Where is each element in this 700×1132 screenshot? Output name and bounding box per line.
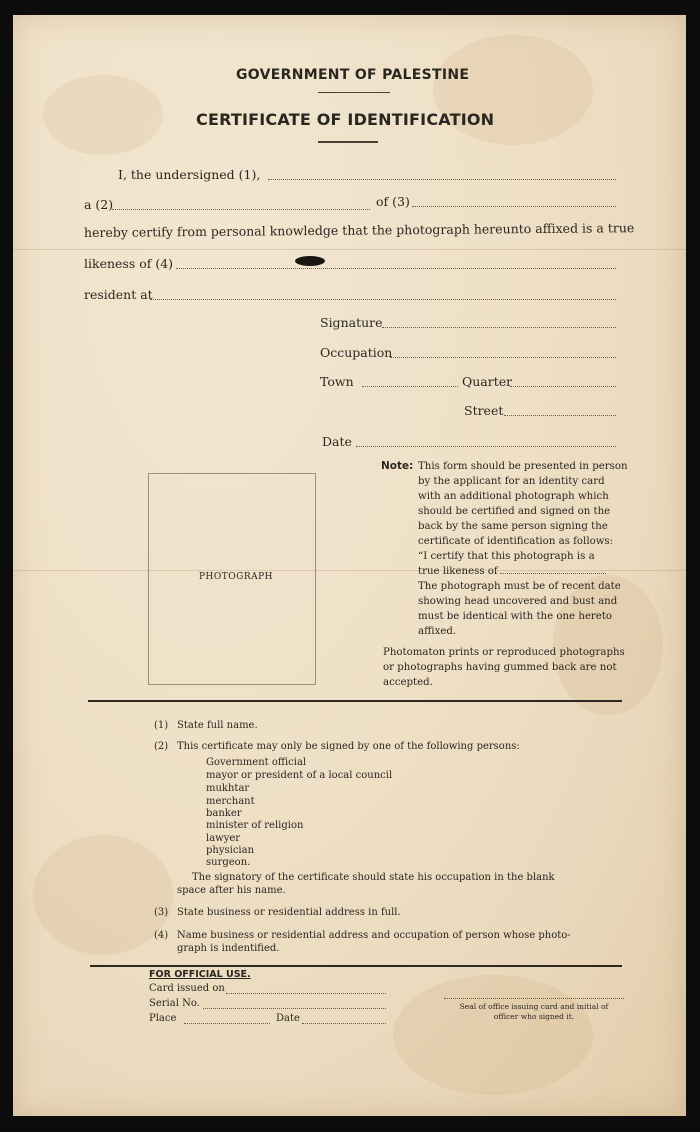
- official-date-field: [302, 1023, 386, 1024]
- seal-caption: Seal of office issuing card and initial of: [459, 1002, 609, 1011]
- footnote-3-number: (3): [154, 907, 169, 918]
- undersigned-label: I, the undersigned (1),: [118, 167, 261, 182]
- footnote-3: State business or residential address in full.: [177, 907, 401, 918]
- persons-list-item: minister of religion: [206, 820, 304, 831]
- a-field: [112, 209, 370, 210]
- seal-field: [444, 998, 624, 999]
- footnote-4: Name business or residential address and occupation of person whose photo-: [177, 930, 571, 941]
- of-field: [412, 206, 616, 207]
- ink-blot: [295, 256, 325, 266]
- stain: [393, 975, 593, 1095]
- note-line: This form should be presented in person: [418, 461, 628, 472]
- certify-text: hereby certify from personal knowledge that the photograph hereunto affixed is a true: [83, 220, 635, 240]
- note-line: The photograph must be of recent date: [418, 581, 621, 592]
- occupation-label: Occupation: [320, 345, 393, 360]
- stain: [43, 75, 163, 155]
- note-line: “I certify that this photograph is a: [418, 551, 595, 562]
- note-likeness-text: true likeness of: [418, 566, 498, 577]
- note-line: by the applicant for an identity card: [418, 476, 605, 487]
- likeness-field: [176, 268, 616, 269]
- persons-list-item: mayor or president of a local council: [206, 770, 393, 781]
- seal-caption: officer who signed it.: [493, 1012, 575, 1021]
- note-text: [418, 459, 628, 639]
- persons-list-item: physician: [206, 845, 255, 856]
- card-issued-field: [226, 993, 386, 994]
- of-label: of (3): [376, 194, 410, 209]
- serial-label: Serial No.: [149, 998, 200, 1009]
- signatory-note: space after his name.: [177, 885, 286, 896]
- card-issued-label: Card issued on: [149, 983, 225, 994]
- quarter-label: Quarter: [462, 374, 513, 389]
- place-label: Place: [149, 1013, 177, 1024]
- certificate-title: CERTIFICATE OF IDENTIFICATION: [196, 110, 495, 129]
- place-field: [184, 1023, 270, 1024]
- footnote-1: State full name.: [177, 720, 258, 731]
- note-line: certificate of identification as follows:: [418, 536, 614, 547]
- street-field: [504, 415, 616, 416]
- fold-line: [13, 249, 686, 250]
- photomaton-note: [383, 645, 625, 690]
- quarter-field: [510, 386, 616, 387]
- persons-list-item: mukhtar: [206, 783, 250, 794]
- street-label: Street: [464, 403, 504, 418]
- likeness-label: likeness of (4): [84, 256, 174, 271]
- note-label: Note:: [381, 460, 414, 472]
- photograph-box: [148, 473, 316, 685]
- persons-list-item: Government official: [206, 757, 307, 768]
- persons-list-item: merchant: [206, 796, 255, 807]
- footnote-4-number: (4): [154, 930, 169, 941]
- note-line: or photographs having gummed back are not: [383, 662, 617, 673]
- title-rule: [318, 141, 378, 143]
- header-rule: [318, 92, 390, 93]
- note-likeness-field: [500, 573, 606, 574]
- note-line: accepted.: [383, 677, 433, 688]
- note-line: affixed.: [418, 626, 457, 637]
- government-heading: GOVERNMENT OF PALESTINE: [236, 67, 470, 83]
- note-line: must be identical with the one hereto: [418, 611, 613, 622]
- town-label: Town: [320, 374, 354, 389]
- official-divider: [90, 965, 622, 967]
- occupation-field: [390, 357, 616, 358]
- date-label: Date: [322, 434, 352, 449]
- note-line: with an additional photograph which: [418, 491, 609, 502]
- resident-label: resident at: [84, 287, 153, 302]
- footnote-4: graph is indentified.: [177, 943, 280, 954]
- note-line: should be certified and signed on the: [418, 506, 611, 517]
- signatory-note: The signatory of the certificate should state his occupation in the blank: [192, 872, 555, 883]
- note-line: back by the same person signing the: [418, 521, 608, 532]
- undersigned-field: [268, 179, 616, 180]
- note-line: Photomaton prints or reproduced photographs: [383, 647, 625, 658]
- signature-label: Signature: [320, 315, 383, 330]
- a-label: a (2): [84, 197, 114, 212]
- note-line: [418, 564, 628, 579]
- photograph-label: PHOTOGRAPH: [199, 572, 274, 582]
- persons-list-item: lawyer: [206, 833, 241, 844]
- footnote-2-number: (2): [154, 741, 169, 752]
- section-divider: [88, 700, 622, 702]
- official-date-label: Date: [276, 1013, 300, 1024]
- date-field: [356, 446, 616, 447]
- persons-list-item: banker: [206, 808, 242, 819]
- resident-field: [150, 299, 616, 300]
- stain: [33, 835, 173, 955]
- footnote-1-number: (1): [154, 720, 169, 731]
- signature-field: [382, 327, 616, 328]
- town-field: [362, 386, 458, 387]
- serial-field: [203, 1008, 386, 1009]
- note-line: showing head uncovered and bust and: [418, 596, 618, 607]
- footnote-2: This certificate may only be signed by one of the following persons:: [177, 741, 520, 752]
- persons-list-item: surgeon.: [206, 857, 251, 868]
- official-use-heading: FOR OFFICIAL USE.: [149, 969, 251, 980]
